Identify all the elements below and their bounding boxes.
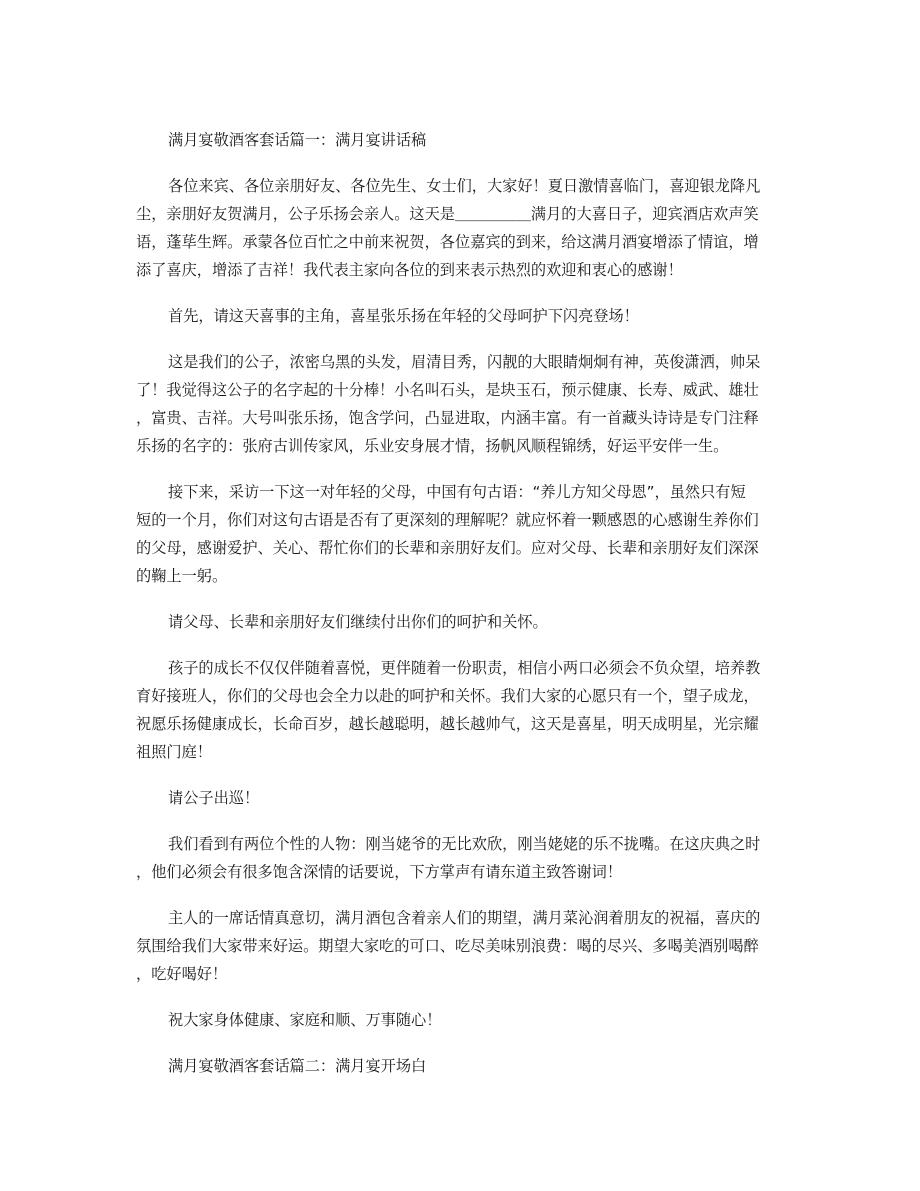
paragraph-continue-care bbox=[136, 608, 796, 636]
paragraph-line: 育好接班人，你们的父母也会全力以赴的呵护和关怀。我们大家的心愿只有一个，望子成龙， bbox=[136, 687, 759, 705]
paragraph-closing-wishes bbox=[136, 1006, 796, 1034]
paragraph-welcome bbox=[136, 172, 796, 284]
paragraph-baby-tour bbox=[136, 784, 796, 812]
paragraph-line: ，富贵、吉祥。大号叫张乐扬，饱含学问，凸显进取，内涵丰富。有一首藏头诗诗是专门注释 bbox=[136, 409, 759, 427]
paragraph-line: 的鞠上一躬。 bbox=[136, 567, 228, 585]
section-title-1: 满月宴敬酒客套话篇一：满月宴讲话稿 bbox=[168, 131, 427, 149]
paragraph-line: 乐扬的名字的：张府古训传家风，乐业安身展才情，扬帆风顺程锦绣，好运平安伴一生。 bbox=[136, 437, 729, 455]
section-title-2: 满月宴敬酒客套话篇二：满月宴开场白 bbox=[168, 1057, 427, 1075]
paragraph-line: ，他们必须会有很多饱含深情的话要说，下方掌声有请东道主致答谢词！ bbox=[136, 863, 622, 881]
paragraph-line: 首先，请这天喜事的主角，喜星张乐扬在年轻的父母呵护下闪亮登场！ bbox=[168, 307, 639, 325]
paragraph-line: 请公子出巡！ bbox=[168, 789, 260, 807]
paragraph-line: ，吃好喝好！ bbox=[136, 965, 228, 983]
paragraph-line: 氛围给我们大家带来好运。期望大家吃的可口、吃尽美味别浪费：喝的尽兴、多喝美酒别喝醉 bbox=[136, 937, 759, 955]
paragraph-growth-wishes bbox=[136, 654, 796, 766]
paragraph-line: 祝愿乐扬健康成长，长命百岁，越长越聪明，越长越帅气，这天是喜星，明天成明星，光宗耀 bbox=[136, 715, 759, 733]
paragraph-host-speech bbox=[136, 904, 796, 988]
paragraph-line: 这是我们的公子，浓密乌黑的头发，眉清目秀，闪靓的大眼睛炯炯有神，英俊潇洒，帅呆 bbox=[168, 353, 761, 371]
paragraph-grandparents bbox=[136, 830, 796, 886]
paragraph-line: 祖照门庭！ bbox=[136, 743, 212, 761]
paragraph-line: 祝大家身体健康、家庭和顺、万事随心！ bbox=[168, 1011, 442, 1029]
paragraph-line: 我们看到有两位个性的人物：刚当姥爷的无比欢欣，刚当姥姥的乐不拢嘴。在这庆典之时 bbox=[168, 835, 761, 853]
paragraph-baby-description bbox=[136, 348, 796, 460]
paragraph-line: 接下来，采访一下这一对年轻的父母，中国有句古语：“养儿方知父母恩”，虽然只有短 bbox=[168, 483, 746, 501]
paragraph-line: 语，蓬荜生辉。承蒙各位百忙之中前来祝贺，各位嘉宾的到来，给这满月酒宴增添了情谊，增 bbox=[136, 233, 759, 251]
paragraph-line: 添了喜庆，增添了吉祥！我代表主家向各位的到来表示热烈的欢迎和衷心的感谢！ bbox=[136, 261, 683, 279]
paragraph-line: 请父母、长辈和亲朋好友们继续付出你们的呵护和关怀。 bbox=[168, 613, 548, 631]
paragraph-line: 各位来宾、各位亲朋好友、各位先生、女士们，大家好！夏日激情喜临门，喜迎银龙降凡 bbox=[168, 177, 761, 195]
paragraph-line: 的父母，感谢爱护、关心、帮忙你们的长辈和亲朋好友们。应对父母、长辈和亲朋好友们深深 bbox=[136, 539, 759, 557]
paragraph-line: 短的一个月，你们对这句古语是否有了更深刻的理解呢？就应怀着一颗感恩的心感谢生养你们 bbox=[136, 511, 759, 529]
paragraph-line: 了！我觉得这公子的名字起的十分棒！小名叫石头，是块玉石，预示健康、长寿、威武、雄壮 bbox=[136, 381, 759, 399]
paragraph-line: 孩子的成长不仅仅伴随着喜悦，更伴随着一份职责，相信小两口必须会不负众望，培养教 bbox=[168, 659, 761, 677]
paragraph-parents-interview bbox=[136, 478, 796, 590]
document-page bbox=[136, 126, 796, 1098]
paragraph-line: 尘，亲朋好友贺满月，公子乐扬会亲人。这天是＿＿＿＿＿满月的大喜日子，迎宾酒店欢声笑 bbox=[136, 205, 759, 223]
paragraph-introduce-star bbox=[136, 302, 796, 330]
paragraph-line: 主人的一席话情真意切，满月酒包含着亲人们的期望，满月菜沁润着朋友的祝福，喜庆的 bbox=[168, 909, 761, 927]
